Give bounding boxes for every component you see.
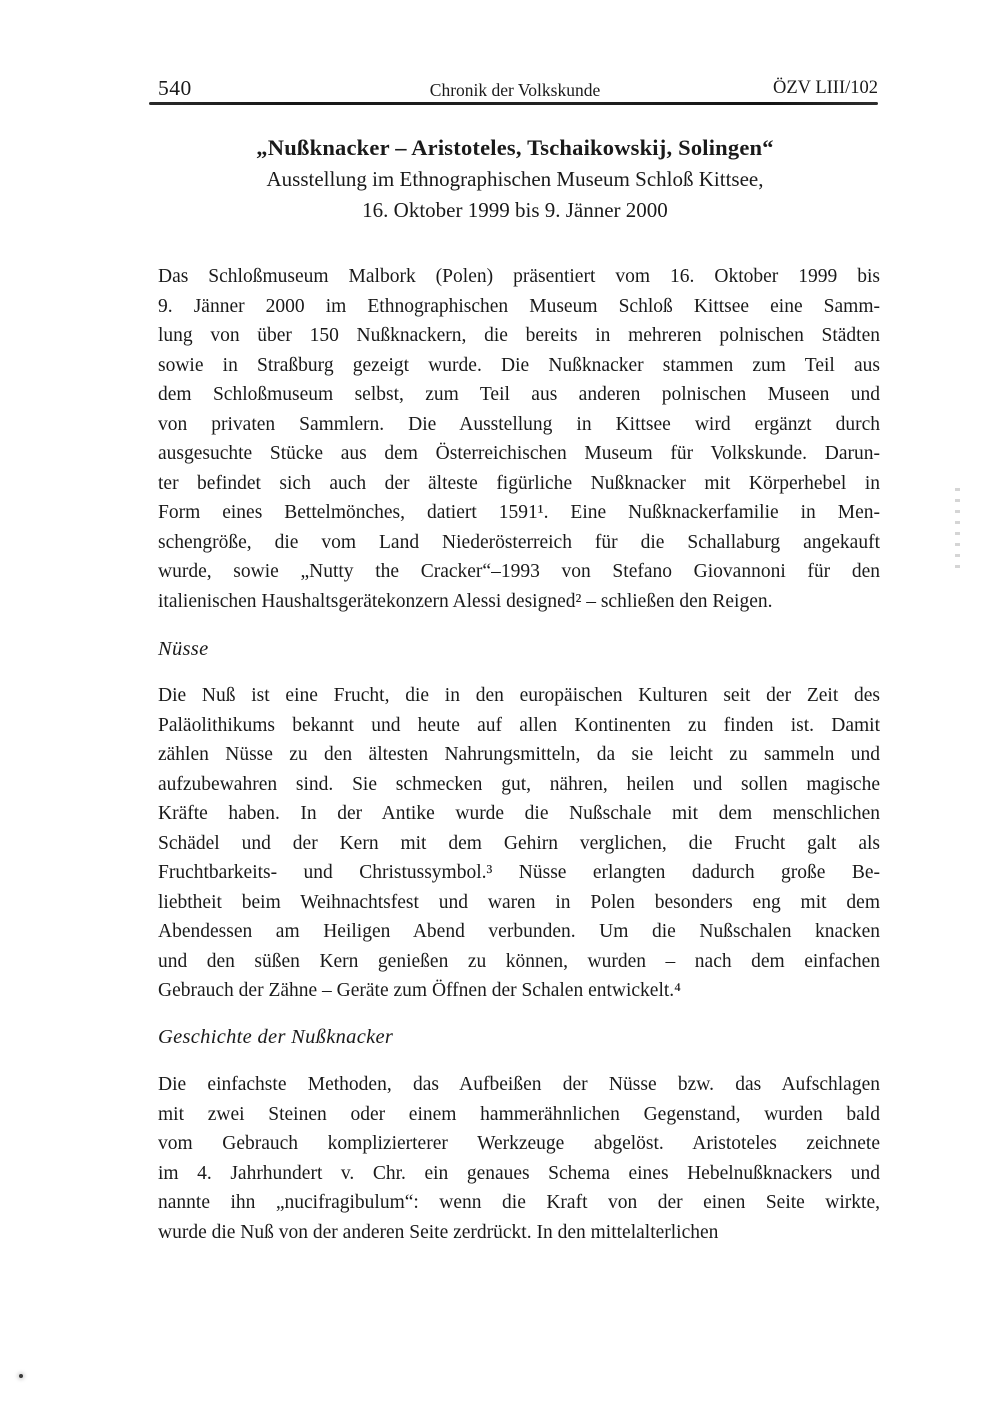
journal-title: Chronik der Volkskunde (429, 80, 601, 100)
text-line: im 4. Jahrhundert v. Chr. ein genaues Schema eines Hebelnußknackers und (158, 1162, 880, 1184)
article-title: „Nußknacker – Aristoteles, Tschaikowskij, Solingen“ (256, 135, 774, 160)
scan-artifact-dotted-line (955, 488, 960, 572)
text-line: mit zwei Steinen oder einem hammerähnlichen Gegenstand, wurden bald (158, 1103, 880, 1125)
text-line: Die Nuß ist eine Frucht, die in den europäischen Kulturen seit der Zeit des (158, 685, 880, 706)
page-number: 540 (158, 76, 192, 100)
text-line: Abendessen am Heiligen Abend verbunden. Um die Nußschalen knacken (158, 921, 880, 942)
intro-paragraph (158, 262, 880, 616)
issue-label: ÖZV LIII/102 (773, 78, 878, 98)
text-line: Form eines Bettelmönches, datiert 1591¹. Eine Nußknackerfamilie in Men- (158, 502, 880, 523)
text-line: dem Schloßmuseum selbst, zum Teil aus anderen polnischen Museen und (158, 384, 880, 405)
text-line: 9. Jänner 2000 im Ethnographischen Museum Schloß Kittsee eine Samm- (158, 295, 880, 317)
text-line: Kräfte haben. In der Antike wurde die Nußschale mit dem menschlichen (158, 803, 880, 824)
text-line: wurde die Nuß von der anderen Seite zerdrückt. In den mittelalterlichen (158, 1221, 719, 1243)
text-line: nannte ihn „nucifragibulum“: wenn die Kraft von der einen Seite wirkte, (158, 1192, 880, 1213)
section-paragraph-geschichte (158, 1070, 880, 1247)
scan-artifact-speck (19, 1374, 23, 1378)
text-line: Schädel und der Kern mit dem Gehirn verglichen, die Frucht galt als (158, 832, 880, 854)
text-line: Gebrauch der Zähne – Geräte zum Öffnen der Schalen entwickelt.⁴ (158, 980, 681, 1001)
text-line: wurde, sowie „Nutty the Cracker“–1993 von Stefano Giovannoni für den (158, 561, 880, 582)
text-line: und den süßen Kern genießen zu können, wurden – nach dem einfachen (158, 950, 880, 972)
section-heading-nuesse: Nüsse (158, 638, 209, 660)
article-subtitle: Ausstellung im Ethnographischen Museum Schloß Kittsee, (266, 166, 764, 191)
text-line: sowie in Straßburg gezeigt wurde. Die Nußknacker stammen zum Teil aus (158, 354, 880, 376)
article-dates: 16. Oktober 1999 bis 9. Jänner 2000 (362, 198, 668, 222)
text-line: lung von über 150 Nußknackern, die bereits in mehreren polnischen Städten (158, 325, 880, 346)
text-line: Fruchtbarkeits- und Christussymbol.³ Nüsse erlangten dadurch große Be- (158, 862, 880, 883)
header-rule (149, 102, 878, 105)
text-line: aufzubewahren sind. Sie schmecken gut, nähren, heilen und sollen magische (158, 773, 880, 795)
text-line: zählen Nüsse zu den ältesten Nahrungsmitteln, da sie leicht zu sammeln und (158, 744, 880, 765)
section-paragraph-nuesse (158, 681, 880, 1006)
text-line: ter befindet sich auch der älteste figürliche Nußknacker mit Körperhebel in (158, 472, 880, 494)
section-heading-geschichte: Geschichte der Nußknacker (158, 1026, 394, 1048)
text-line: schengröße, die vom Land Niederösterreich für die Schallaburg angekauft (158, 531, 880, 553)
text-line: vom Gebrauch komplizierterer Werkzeuge abgelöst. Aristoteles zeichnete (158, 1133, 880, 1154)
text-line: Das Schloßmuseum Malbork (Polen) präsentiert vom 16. Oktober 1999 bis (158, 266, 880, 287)
text-line: italienischen Haushaltsgerätekonzern Alessi designed² – schließen den Reigen. (158, 590, 773, 612)
text-line: ausgesuchte Stücke aus dem Österreichischen Museum für Volkskunde. Darun- (158, 443, 880, 464)
text-line: Die einfachste Methoden, das Aufbeißen der Nüsse bzw. das Aufschlagen (158, 1074, 880, 1095)
text-line: liebtheit beim Weihnachtsfest und waren in Polen besonders eng mit dem (158, 891, 880, 913)
article-title-block (152, 132, 878, 227)
text-line: Paläolithikums bekannt und heute auf allen Kontinenten zu finden ist. Damit (158, 714, 880, 736)
text-line: von privaten Sammlern. Die Ausstellung in Kittsee wird ergänzt durch (158, 413, 880, 435)
